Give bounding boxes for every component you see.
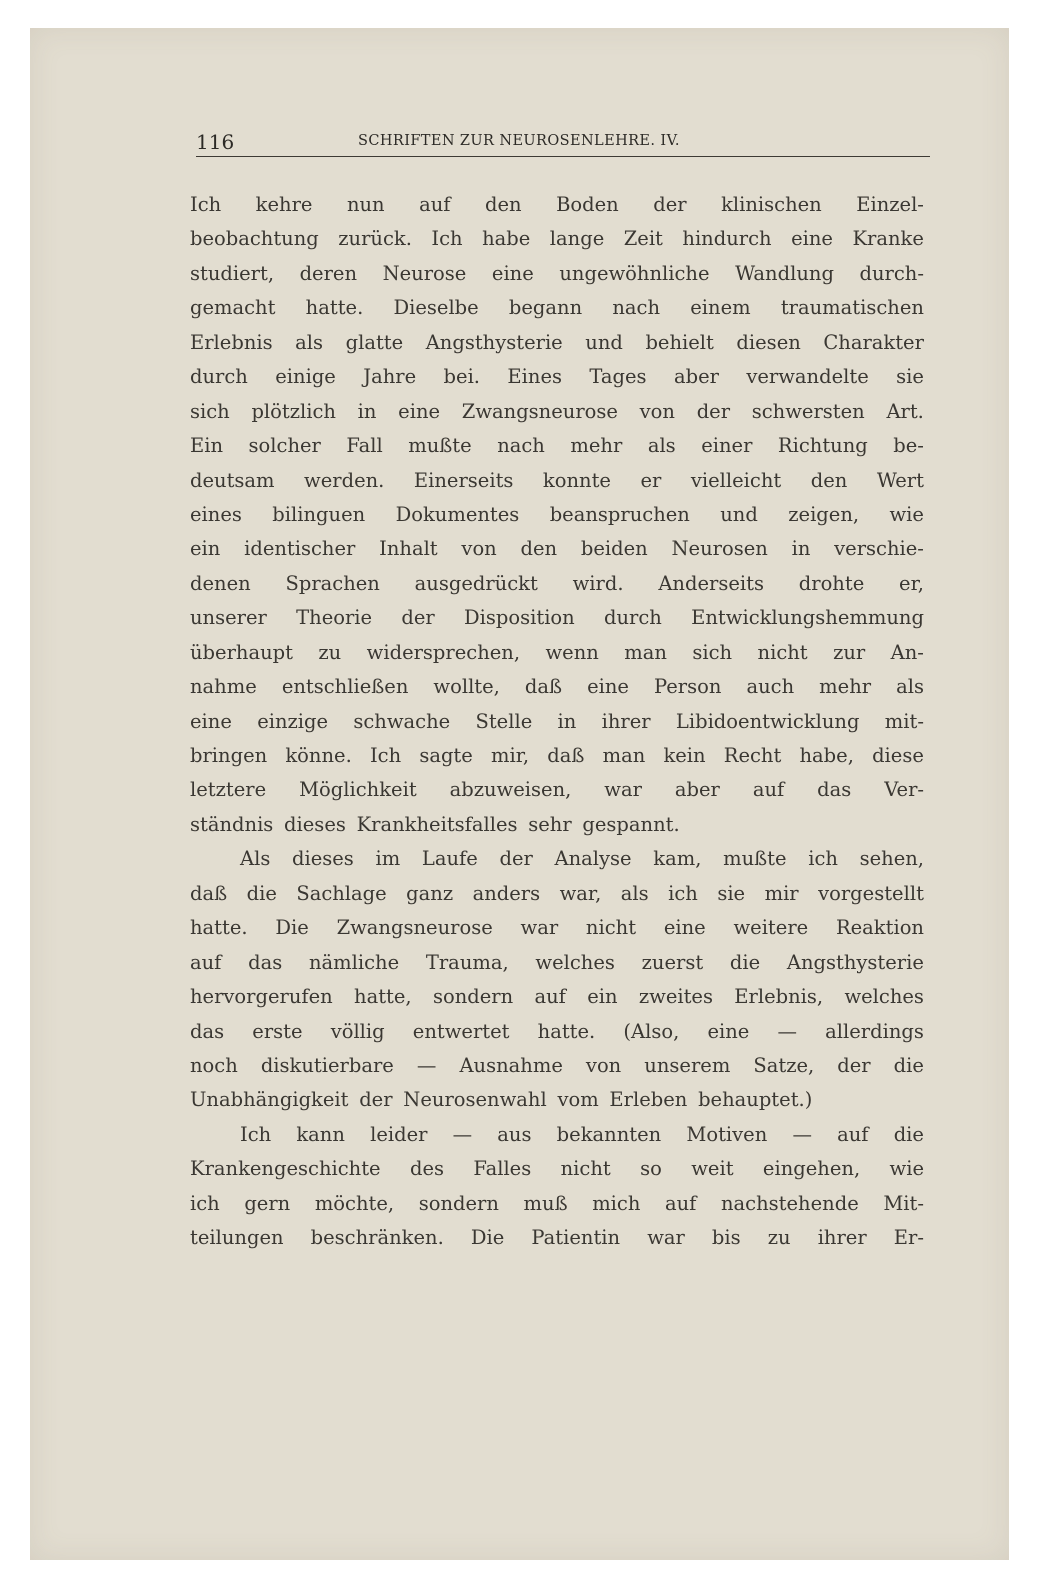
word: begann	[508, 296, 583, 320]
word: von	[585, 1053, 622, 1077]
running-head: SCHRIFTEN ZUR NEUROSENLEHRE. IV.	[358, 133, 680, 149]
word: Die	[275, 916, 309, 940]
word: in	[557, 709, 577, 733]
word: Theorie	[296, 606, 373, 630]
word: auf	[665, 1191, 697, 1215]
word: —	[416, 1053, 437, 1077]
word: hindurch	[682, 227, 772, 251]
word: lange	[549, 227, 605, 251]
word: Charakter	[823, 330, 924, 354]
word: Erlebnis,	[734, 985, 824, 1009]
word: denen	[190, 571, 251, 595]
text-line	[190, 360, 924, 394]
word: nicht	[585, 916, 637, 940]
word: dieses	[292, 847, 354, 871]
word: verschie-	[834, 537, 924, 561]
word: das	[190, 1019, 225, 1043]
text-line	[190, 946, 924, 980]
word: auf	[419, 193, 451, 216]
word: Trauma,	[425, 950, 509, 974]
word: be-	[893, 434, 924, 458]
word: Dieselbe	[393, 296, 479, 320]
text-line	[190, 911, 924, 945]
word: Entwicklungshemmung	[691, 606, 924, 630]
word: in	[357, 399, 377, 423]
word: Ausnahme	[459, 1053, 563, 1077]
word: auf	[752, 778, 785, 802]
word: zurück.	[338, 227, 412, 251]
word: teilungen	[190, 1226, 284, 1250]
word: Recht	[723, 744, 782, 767]
word: allerdings	[825, 1019, 924, 1043]
text-line	[190, 567, 924, 601]
word: Möglichkeit	[299, 778, 417, 802]
word: deutsam	[190, 468, 275, 492]
word: diskutierbare	[260, 1053, 394, 1077]
word: könne.	[285, 744, 352, 767]
text-line	[190, 739, 924, 773]
word: wenn	[545, 640, 599, 664]
text-line	[190, 1187, 924, 1221]
word: —	[777, 1019, 797, 1043]
word: unserem	[644, 1053, 731, 1077]
text-line	[190, 1118, 924, 1152]
word: mehr	[570, 434, 623, 458]
word: zeigen,	[788, 502, 860, 526]
word: nach	[612, 296, 661, 320]
text-line	[190, 773, 924, 807]
word: des	[409, 1157, 444, 1181]
word: welches	[535, 950, 615, 974]
word: den	[485, 193, 522, 216]
word: ich	[190, 1191, 220, 1215]
word: der	[837, 1053, 871, 1077]
word: eine	[491, 261, 534, 285]
word: Neurosen	[671, 537, 768, 561]
word: so	[640, 1157, 662, 1181]
word: schwache	[353, 709, 451, 733]
word: hatte,	[354, 985, 412, 1009]
word: sehr	[528, 812, 572, 836]
text-line	[190, 395, 924, 429]
word: nun	[346, 193, 385, 216]
word: Dokumentes	[395, 502, 520, 526]
word: letztere	[190, 778, 267, 802]
word: Einerseits	[413, 468, 514, 492]
word: ihrer	[601, 709, 651, 733]
word: eines	[190, 502, 242, 526]
word: solcher	[248, 434, 321, 458]
word: vom	[557, 1088, 599, 1112]
word: gemacht	[190, 296, 276, 320]
text-line	[190, 498, 924, 532]
word: sagte	[419, 744, 473, 767]
word: hatte.	[305, 296, 364, 320]
text-line	[190, 808, 924, 842]
word: er	[640, 468, 662, 492]
word: den	[810, 468, 848, 492]
word: Reaktion	[835, 916, 924, 940]
word: sondern	[418, 1191, 499, 1215]
word: werden.	[304, 468, 385, 492]
word: nicht	[757, 640, 808, 664]
word: und	[720, 502, 758, 526]
word: einer	[701, 434, 753, 458]
word: das	[817, 778, 852, 802]
word: auf	[190, 950, 222, 974]
word: eine	[190, 709, 232, 733]
word: war	[604, 778, 642, 802]
page-header	[196, 130, 930, 157]
word: sie	[896, 365, 924, 389]
word: wie	[889, 502, 924, 526]
word: diesen	[736, 330, 801, 354]
word: welches	[844, 985, 924, 1009]
word: Erleben	[609, 1088, 688, 1112]
word: Kranke	[852, 227, 924, 251]
word: Wert	[876, 468, 924, 492]
word: weitere	[733, 916, 809, 940]
word: Die	[470, 1226, 505, 1250]
word: kehre	[255, 193, 313, 216]
word: behielt	[645, 330, 714, 354]
word: ich	[668, 881, 698, 905]
text-line	[190, 1015, 924, 1049]
word: Analyse	[554, 847, 632, 871]
word: Satze,	[753, 1053, 815, 1077]
word: daß	[524, 675, 563, 699]
word: traumatischen	[780, 296, 924, 320]
text-line	[190, 188, 924, 222]
word: den	[520, 537, 558, 561]
word: bei.	[443, 365, 481, 389]
word: in	[791, 537, 811, 561]
word: nachstehende	[721, 1191, 859, 1215]
word: die	[246, 881, 277, 905]
word: drohte	[798, 571, 865, 595]
word: war,	[559, 881, 602, 905]
text-line	[190, 429, 924, 463]
word: war	[647, 1226, 685, 1250]
word: Inhalt	[379, 537, 438, 561]
word: Unabhängigkeit	[190, 1088, 349, 1112]
word: auf	[534, 985, 566, 1009]
word: —	[792, 1122, 812, 1146]
word: durch	[604, 606, 662, 630]
word: sie	[717, 881, 746, 905]
word: zweites	[638, 985, 713, 1009]
word: mich	[592, 1191, 641, 1215]
word: Ver-	[884, 778, 924, 802]
word: wird.	[572, 571, 624, 595]
text-line	[190, 636, 924, 670]
text-line	[190, 601, 924, 635]
word: Ein	[190, 434, 224, 458]
word: bilinguen	[272, 502, 366, 526]
text-line	[190, 257, 924, 291]
word: ständnis	[190, 812, 274, 836]
word: Krankengeschichte	[190, 1157, 381, 1181]
word: beobachtung	[190, 227, 319, 251]
body-text	[190, 188, 924, 1256]
word: als	[620, 881, 649, 905]
word: klinischen	[721, 193, 822, 216]
word: durch	[190, 365, 248, 389]
word: nicht	[560, 1157, 611, 1181]
word: erste	[252, 1019, 303, 1043]
word: sich	[692, 640, 733, 664]
word: von	[461, 537, 497, 561]
word: beiden	[580, 537, 648, 561]
word: (Also,	[623, 1019, 680, 1043]
word: mit-	[884, 709, 924, 733]
word: konnte	[542, 468, 611, 492]
word: Ich	[431, 227, 463, 251]
word: abzuweisen,	[449, 778, 572, 802]
word: eine	[707, 1019, 750, 1043]
word: Einzel-	[856, 193, 924, 216]
word: widersprechen,	[366, 640, 521, 664]
word: ganz	[406, 881, 454, 905]
word: eine	[663, 916, 706, 940]
word: Krankheitsfalles	[356, 812, 518, 836]
word: Disposition	[464, 606, 575, 630]
word: sondern	[432, 985, 514, 1009]
word: sehen,	[859, 847, 924, 871]
word: entwertet	[412, 1019, 510, 1043]
text-line	[190, 1221, 924, 1255]
word: sich	[190, 399, 230, 423]
text-line	[190, 291, 924, 325]
word: Boden	[556, 193, 619, 216]
word: plötzlich	[251, 399, 336, 423]
word: als	[647, 434, 676, 458]
word: zuerst	[641, 950, 704, 974]
word: einzige	[257, 709, 329, 733]
word: der	[653, 193, 687, 216]
word: der	[696, 399, 731, 423]
word: einem	[690, 296, 751, 320]
word: der	[499, 847, 533, 871]
word: Stelle	[475, 709, 533, 733]
word: verwandelte	[746, 365, 869, 389]
word: Anderseits	[658, 571, 764, 595]
word: bringen	[190, 744, 268, 767]
word: anders	[472, 881, 541, 905]
word: von	[639, 399, 675, 423]
word: nach	[497, 434, 545, 458]
word: Sprachen	[285, 571, 380, 595]
word: Sachlage	[296, 881, 387, 905]
word: und	[585, 330, 623, 354]
text-line	[190, 464, 924, 498]
page-number: 116	[196, 130, 235, 154]
text-line	[190, 670, 924, 704]
word: möchte,	[314, 1191, 395, 1215]
word: muß	[523, 1191, 568, 1215]
word: kam,	[653, 847, 702, 871]
word: mir,	[490, 744, 530, 767]
word: Person	[654, 675, 722, 699]
word: Fall	[346, 434, 383, 458]
word: Neurose	[382, 261, 467, 285]
word: ausgedrückt	[414, 571, 538, 595]
word: daß	[190, 881, 228, 905]
word: mir	[764, 881, 799, 905]
word: nahme	[190, 675, 257, 699]
word: Libidoentwicklung	[675, 709, 860, 733]
word: die	[893, 1122, 924, 1146]
word: noch	[190, 1053, 238, 1077]
word: Jahre	[363, 365, 417, 389]
word: habe	[482, 227, 531, 251]
word: weit	[691, 1157, 734, 1181]
text-line	[190, 705, 924, 739]
word: vielleicht	[690, 468, 782, 492]
text-line	[190, 326, 924, 360]
word: auch	[746, 675, 795, 699]
word: Wandlung	[735, 261, 834, 285]
word: Art.	[886, 399, 924, 423]
word: eingehen,	[762, 1157, 861, 1181]
word: der	[401, 606, 435, 630]
word: zu	[318, 640, 342, 664]
word: nämliche	[308, 950, 400, 974]
word: mehr	[819, 675, 872, 699]
word: beanspruchen	[549, 502, 690, 526]
word: mußte	[408, 434, 472, 458]
word: Tages	[589, 365, 647, 389]
word: zu	[767, 1226, 791, 1250]
word: aus	[497, 1122, 532, 1146]
word: habe,	[799, 744, 854, 767]
word: wollte,	[433, 675, 500, 699]
text-line	[190, 1083, 924, 1117]
word: glatte	[345, 330, 404, 354]
word: kein	[663, 744, 706, 767]
word: Neurosenwahl	[403, 1088, 547, 1112]
word: die	[893, 1053, 924, 1077]
word: Zwangsneurose	[461, 399, 618, 423]
word: gern	[244, 1191, 291, 1215]
word: im	[375, 847, 401, 871]
word: ein	[587, 985, 618, 1009]
word: Zwangsneurose	[336, 916, 493, 940]
word: hervorgerufen	[190, 985, 333, 1009]
word: Zeit	[623, 227, 663, 251]
word: Patientin	[531, 1226, 621, 1250]
word: bis	[711, 1226, 741, 1250]
word: diese	[872, 744, 924, 767]
word: als	[896, 675, 924, 699]
word: gespannt.	[582, 812, 680, 836]
word: bekannten	[556, 1122, 662, 1146]
word: das	[248, 950, 283, 974]
word: Eines	[507, 365, 562, 389]
text-line	[190, 842, 924, 876]
word: ihrer	[817, 1226, 867, 1250]
word: Mit-	[883, 1191, 924, 1215]
word: Ich	[369, 744, 402, 767]
word: der	[359, 1088, 393, 1112]
word: Er-	[893, 1226, 924, 1250]
word: man	[624, 640, 667, 664]
word: Als	[240, 847, 271, 871]
word: schwersten	[751, 399, 865, 423]
word: beschränken.	[310, 1226, 444, 1250]
word: ungewöhnliche	[559, 261, 710, 285]
word: eine	[587, 675, 629, 699]
word: mußte	[723, 847, 787, 871]
word: deren	[299, 261, 358, 285]
text-line	[190, 1049, 924, 1083]
word: hatte.	[190, 916, 248, 940]
word: Angsthysterie	[425, 330, 563, 354]
word: ich	[808, 847, 838, 871]
word: völlig	[330, 1019, 385, 1043]
word: eine	[791, 227, 833, 251]
word: unserer	[190, 606, 267, 630]
word: leider	[370, 1122, 428, 1146]
word: war	[520, 916, 559, 940]
word: vorgestellt	[818, 881, 924, 905]
word: Falles	[473, 1157, 532, 1181]
word: aber	[674, 778, 720, 802]
word: zur	[833, 640, 866, 664]
word: Laufe	[421, 847, 478, 871]
word: Angsthysterie	[786, 950, 924, 974]
word: Richtung	[777, 434, 868, 458]
word: —	[452, 1122, 473, 1146]
word: als	[295, 330, 324, 354]
word: er,	[899, 571, 924, 595]
word: eine	[398, 399, 441, 423]
text-line	[190, 1152, 924, 1186]
word: wie	[889, 1157, 924, 1181]
word: studiert,	[190, 261, 275, 285]
text-line	[190, 877, 924, 911]
word: durch-	[859, 261, 924, 285]
word: Motiven	[686, 1122, 768, 1146]
word: die	[729, 950, 761, 974]
word: einige	[275, 365, 336, 389]
word: aber	[673, 365, 719, 389]
word: auf	[837, 1122, 869, 1146]
word: Ich	[240, 1122, 272, 1146]
word: identischer	[244, 537, 356, 561]
word: ein	[190, 537, 221, 561]
word: hatte.	[537, 1019, 596, 1043]
word: dieses	[284, 812, 346, 836]
word: daß	[547, 744, 585, 767]
text-line	[190, 532, 924, 566]
word: entschließen	[281, 675, 409, 699]
word: kann	[296, 1122, 345, 1146]
text-line	[190, 980, 924, 1014]
word: Erlebnis	[190, 330, 273, 354]
word: behauptet.)	[698, 1088, 813, 1112]
word: man	[602, 744, 646, 767]
text-line	[190, 222, 924, 256]
word: Ich	[190, 193, 222, 216]
word: überhaupt	[190, 640, 293, 664]
word: An-	[890, 640, 924, 664]
